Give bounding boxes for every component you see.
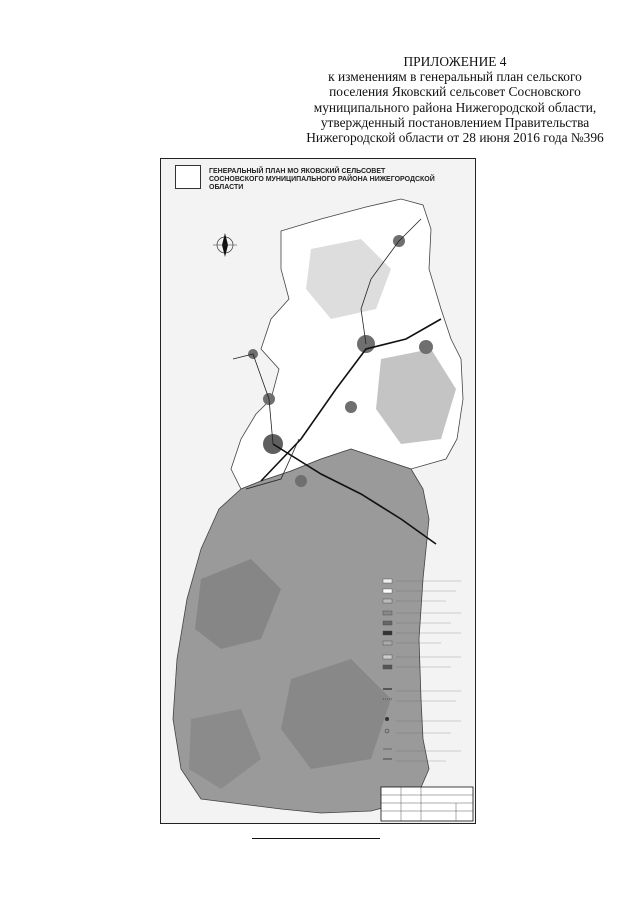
- map-title-line-1: ГЕНЕРАЛЬНЫЙ ПЛАН МО ЯКОВСКИЙ СЕЛЬСОВЕТ: [209, 168, 386, 175]
- appendix-line-2: к изменениям в генеральный план сельского: [328, 69, 582, 85]
- appendix-line-3: поселения Яковский сельсовет Сосновского: [329, 84, 581, 100]
- map-drawing: [161, 159, 475, 823]
- appendix-line-4: муниципального района Нижегородской области,: [313, 99, 597, 115]
- map-title-line-2: СОСНОВСКОГО МУНИЦИПАЛЬНОГО РАЙОНА НИЖЕГОРОДСКОЙ ОБЛАСТИ: [209, 176, 435, 191]
- north-arrow-icon: [213, 233, 237, 257]
- appendix-line-5: утвержденный постановлением Правительства: [320, 114, 590, 130]
- general-plan-map: [160, 158, 476, 824]
- settlement-3: [419, 340, 433, 354]
- appendix-header: [300, 54, 610, 145]
- appendix-title: ПРИЛОЖЕНИЕ 4: [403, 54, 507, 69]
- appendix-line-6: Нижегородской области от 28 июня 2016 года №396: [306, 130, 604, 146]
- footer-rule: [252, 838, 380, 839]
- settlement-4: [345, 401, 357, 413]
- settlement-7: [295, 475, 307, 487]
- title-block-stamp: [381, 787, 473, 821]
